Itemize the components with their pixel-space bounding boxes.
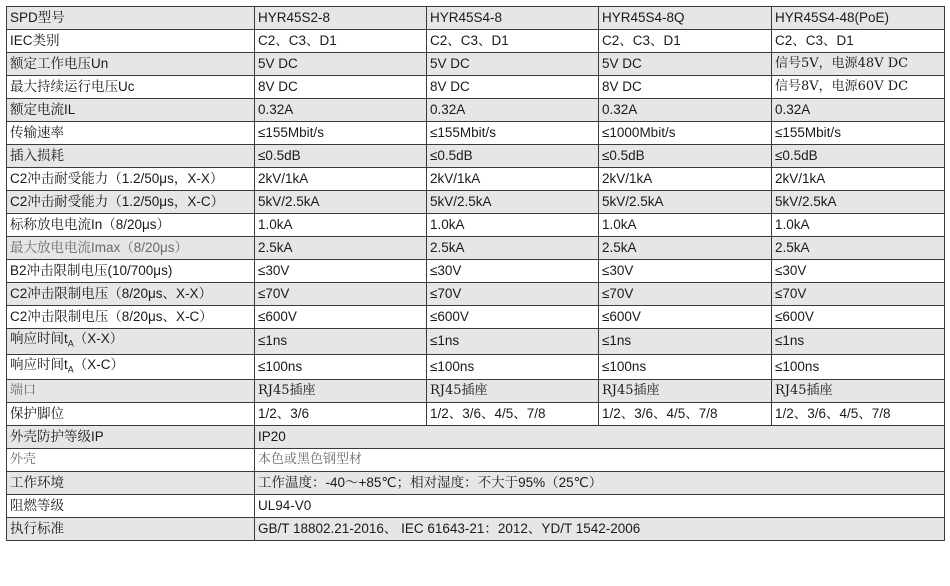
cell-value: 1/2、3/6、4/5、7/8 [599, 403, 772, 426]
row-label: 工作环境 [7, 472, 255, 495]
cell-value: 0.32A [599, 99, 772, 122]
cell-value: ≤70V [427, 283, 599, 306]
row-label-prefix: 响应时间t [10, 356, 68, 372]
cell-value: 2.5kA [599, 237, 772, 260]
cell-value: ≤100ns [599, 354, 772, 380]
row-label: 额定工作电压Un [7, 53, 255, 76]
cell-value: ≤0.5dB [427, 145, 599, 168]
cell-value: ≤600V [427, 306, 599, 329]
cell-value: ≤100ns [255, 354, 427, 380]
cell-value-merged: 工作温度：-40～+85℃；相对湿度：不大于95%（25℃） [255, 472, 945, 495]
row-label: 传输速率 [7, 122, 255, 145]
row-label: C2冲击限制电压（8/20μs、X-C） [7, 306, 255, 329]
cell-value-merged: UL94-V0 [255, 495, 945, 518]
cell-value: ≤600V [255, 306, 427, 329]
row-label: 保护脚位 [7, 403, 255, 426]
row-label: 额定电流IL [7, 99, 255, 122]
table-row [7, 283, 945, 306]
cell-value: 0.32A [427, 99, 599, 122]
cell-value: ≤1000Mbit/s [599, 122, 772, 145]
cell-value: 1/2、3/6、4/5、7/8 [427, 403, 599, 426]
cell-value: ≤155Mbit/s [427, 122, 599, 145]
cell-value: ≤70V [772, 283, 945, 306]
cell-value: 1.0kA [599, 214, 772, 237]
cell-value: 5V DC [427, 53, 599, 76]
cell-value: ≤155Mbit/s [255, 122, 427, 145]
cell-value: ≤30V [772, 260, 945, 283]
spd-spec-table [6, 6, 945, 541]
cell-value: ≤70V [599, 283, 772, 306]
cell-value: 5kV/2.5kA [255, 191, 427, 214]
row-label: 阻燃等级 [7, 495, 255, 518]
row-label: 执行标准 [7, 518, 255, 541]
table-row [7, 76, 945, 99]
row-label: 外壳防护等级IP [7, 426, 255, 449]
row-label: IEC类别 [7, 30, 255, 53]
table-row [7, 260, 945, 283]
cell-value: 2.5kA [427, 237, 599, 260]
table-row [7, 426, 945, 449]
header-label: SPD型号 [7, 7, 255, 30]
row-label-subscript: A [67, 338, 74, 349]
model-name: HYR45S2-8 [255, 7, 427, 30]
cell-value: RJ45插座 [772, 380, 945, 403]
cell-value: 1.0kA [772, 214, 945, 237]
model-name: HYR45S4-8 [427, 7, 599, 30]
cell-value-merged: 本色或黑色钢型材 [255, 449, 945, 472]
cell-value: 8V DC [599, 76, 772, 99]
row-label: C2冲击耐受能力（1.2/50μs，X-C） [7, 191, 255, 214]
cell-value: 2.5kA [772, 237, 945, 260]
table-row [7, 191, 945, 214]
cell-value: RJ45插座 [427, 380, 599, 403]
table-row [7, 53, 945, 76]
model-name: HYR45S4-8Q [599, 7, 772, 30]
row-label: 最大持续运行电压Uc [7, 76, 255, 99]
cell-value: ≤0.5dB [599, 145, 772, 168]
row-label: 标称放电电流In（8/20μs） [7, 214, 255, 237]
cell-value: 2.5kA [255, 237, 427, 260]
cell-value: RJ45插座 [599, 380, 772, 403]
cell-value: ≤100ns [772, 354, 945, 380]
table-row [7, 495, 945, 518]
row-label [7, 354, 255, 380]
cell-value: C2、C3、D1 [599, 30, 772, 53]
cell-value-merged: GB/T 18802.21-2016、 IEC 61643-21：2012、YD/T 1542-2006 [255, 518, 945, 541]
table-row [7, 99, 945, 122]
table-row [7, 329, 945, 355]
cell-value: ≤1ns [772, 329, 945, 355]
cell-value: 1.0kA [427, 214, 599, 237]
cell-value: 2kV/1kA [427, 168, 599, 191]
table-row [7, 30, 945, 53]
cell-value: RJ45插座 [255, 380, 427, 403]
cell-value: 信号8V，电源60V DC [772, 76, 945, 99]
row-label: C2冲击耐受能力（1.2/50μs，X-X） [7, 168, 255, 191]
model-name: HYR45S4-48(PoE) [772, 7, 945, 30]
cell-value: ≤30V [427, 260, 599, 283]
cell-value: 0.32A [255, 99, 427, 122]
table-row [7, 237, 945, 260]
row-label-subscript: A [67, 364, 74, 375]
table-row [7, 214, 945, 237]
cell-value: 5kV/2.5kA [599, 191, 772, 214]
cell-value: ≤600V [599, 306, 772, 329]
table-row [7, 168, 945, 191]
cell-value: ≤30V [255, 260, 427, 283]
cell-value: 2kV/1kA [772, 168, 945, 191]
cell-value: 1/2、3/6、4/5、7/8 [772, 403, 945, 426]
cell-value: 8V DC [427, 76, 599, 99]
table-row [7, 306, 945, 329]
cell-value: 5kV/2.5kA [772, 191, 945, 214]
cell-value: 1.0kA [255, 214, 427, 237]
row-label: C2冲击限制电压（8/20μs、X-X） [7, 283, 255, 306]
cell-value: ≤70V [255, 283, 427, 306]
row-label-suffix: （X-X） [73, 331, 124, 346]
cell-value: C2、C3、D1 [255, 30, 427, 53]
cell-value: C2、C3、D1 [427, 30, 599, 53]
cell-value: ≤1ns [427, 329, 599, 355]
cell-value: ≤0.5dB [255, 145, 427, 168]
table-row [7, 472, 945, 495]
cell-value: C2、C3、D1 [772, 30, 945, 53]
row-label-suffix: （X-C） [73, 356, 125, 372]
table-row [7, 403, 945, 426]
cell-value-merged: IP20 [255, 426, 945, 449]
model-header-row [7, 7, 945, 30]
table-row [7, 380, 945, 403]
cell-value: 5kV/2.5kA [427, 191, 599, 214]
cell-value: 5V DC [599, 53, 772, 76]
table-row [7, 122, 945, 145]
row-label [7, 329, 255, 355]
row-label-prefix: 响应时间t [10, 331, 68, 346]
cell-value: 1/2、3/6 [255, 403, 427, 426]
cell-value: ≤100ns [427, 354, 599, 380]
row-label: 最大放电电流Imax（8/20μs） [7, 237, 255, 260]
cell-value: 信号5V，电源48V DC [772, 53, 945, 76]
table-row [7, 518, 945, 541]
row-label: 外壳 [7, 449, 255, 472]
cell-value: 0.32A [772, 99, 945, 122]
cell-value: ≤1ns [255, 329, 427, 355]
cell-value: 2kV/1kA [599, 168, 772, 191]
row-label: 插入损耗 [7, 145, 255, 168]
table-row [7, 449, 945, 472]
cell-value: ≤30V [599, 260, 772, 283]
cell-value: 5V DC [255, 53, 427, 76]
table-row [7, 145, 945, 168]
cell-value: ≤155Mbit/s [772, 122, 945, 145]
cell-value: 8V DC [255, 76, 427, 99]
row-label: B2冲击限制电压(10/700μs) [7, 260, 255, 283]
cell-value: ≤0.5dB [772, 145, 945, 168]
cell-value: ≤1ns [599, 329, 772, 355]
row-label: 端口 [7, 380, 255, 403]
cell-value: 2kV/1kA [255, 168, 427, 191]
cell-value: ≤600V [772, 306, 945, 329]
table-row [7, 354, 945, 380]
